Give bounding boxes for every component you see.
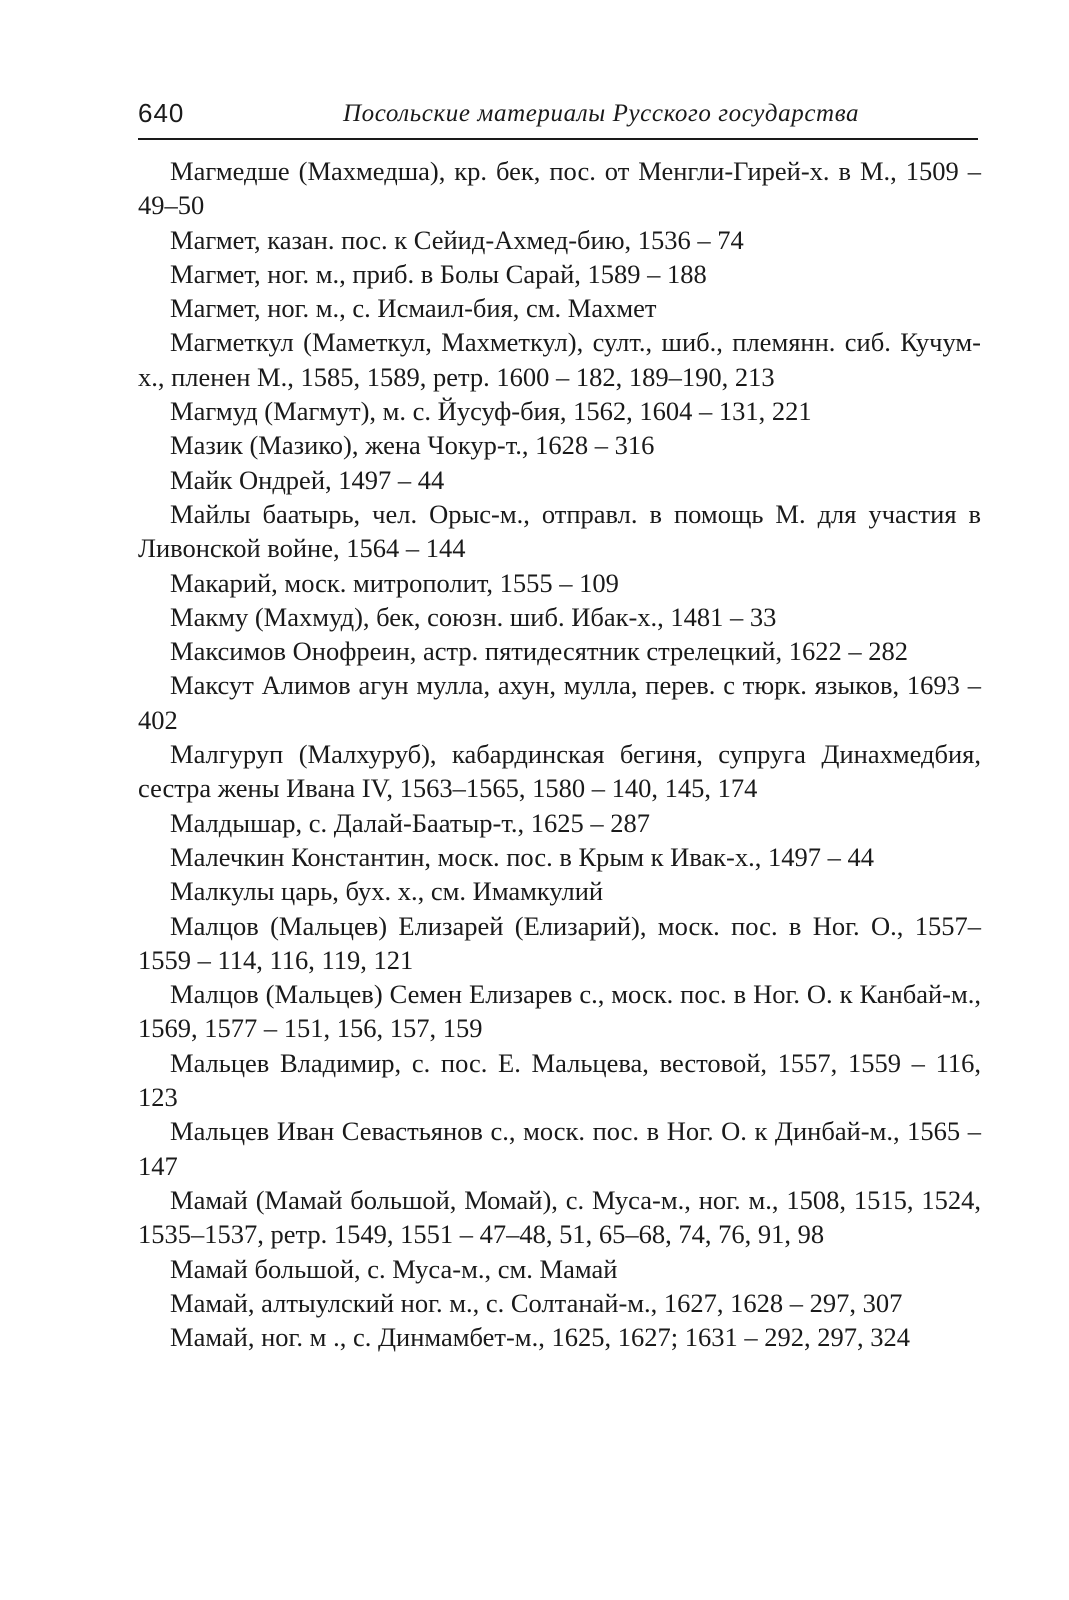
index-entry: Мальцев Иван Севастьянов с., моск. пос. в Ног. О. к Динбай-м., 1565 – 147 — [138, 1116, 981, 1181]
index-entry: Мамай, ног. м ., с. Динмамбет-м., 1625, 1627; 1631 – 292, 297, 324 — [170, 1322, 910, 1353]
index-entry: Малдышар, с. Далай-Баатыр-т., 1625 – 287 — [170, 807, 651, 838]
index-entry: Магмет, ног. м., приб. в Болы Сарай, 1589 – 188 — [170, 258, 707, 289]
page-header — [138, 98, 978, 138]
index-entry: Макарий, моск. митрополит, 1555 – 109 — [170, 567, 619, 598]
page-number: 640 — [138, 98, 185, 128]
index-entry: Максут Алимов агун мулла, ахун, мулла, перев. с тюрк. языков, 1693 – 402 — [138, 670, 981, 735]
index-entry: Магмуд (Магмут), м. с. Йусуф-бия, 1562, 1604 – 131, 221 — [170, 396, 812, 427]
index-entry: Малцов (Мальцев) Семен Елизарев с., моск. пос. в Ног. О. к Канбай-м., 1569, 1577 – 151, 156, 157, 159 — [138, 979, 981, 1044]
index-entry: Мамай (Мамай большой, Момай), с. Муса-м., ног. м., 1508, 1515, 1524, 1535–1537, ретр. 1549, 1551 – 47–48, 51, 65–68, 74, 76, 91, 98 — [138, 1184, 981, 1250]
header-divider — [138, 138, 978, 140]
index-entry: Мальцев Владимир, с. пос. Е. Мальцева, вестовой, 1557, 1559 – 116, 123 — [138, 1047, 981, 1113]
index-entry: Магметкул (Маметкул, Махметкул), султ., шиб., племянн. сиб. Кучум-х., пленен М., 1585, 1589, ретр. 1600 – 182, 189–190, 213 — [138, 327, 981, 392]
index-entry: Мазик (Мазико), жена Чокур-т., 1628 – 316 — [170, 430, 655, 461]
index-entry: Малкулы царь, бух. х., см. Имамкулий — [170, 876, 604, 907]
index-entries — [138, 154, 981, 1354]
index-entry: Майлы баатырь, чел. Орыс-м., отправл. в помощь М. для участия в Ливонской войне, 1564 – 144 — [138, 498, 981, 564]
index-entry: Малгуруп (Малхуруб), кабардинская бегиня, супруга Динахмедбия, сестра жены Ивана IV, 1563–1565, 1580 – 140, 145, 174 — [138, 739, 981, 804]
running-title: Посольские материалы Русского государства — [343, 100, 860, 127]
index-entry: Майк Ондрей, 1497 – 44 — [170, 464, 445, 495]
index-entry: Мамай, алтыулский ног. м., с. Солтанай-м., 1627, 1628 – 297, 307 — [170, 1287, 903, 1318]
index-entry: Магмет, ног. м., с. Исмаил-бия, см. Махмет — [170, 293, 657, 324]
index-entry: Макму (Махмуд), бек, союзн. шиб. Ибак-х., 1481 – 33 — [170, 601, 777, 632]
index-entry: Магмет, казан. пос. к Сейид-Ахмед-бию, 1536 – 74 — [170, 224, 744, 255]
index-entry: Малечкин Константин, моск. пос. в Крым к Ивак-х., 1497 – 44 — [170, 841, 874, 872]
index-entry: Мамай большой, с. Муса-м., см. Мамай — [170, 1253, 618, 1284]
index-entry: Магмедше (Махмедша), кр. бек, пос. от Менгли-Гирей-х. в М., 1509 – 49–50 — [138, 156, 981, 221]
index-entry: Малцов (Мальцев) Елизарей (Елизарий), моск. пос. в Ног. О., 1557–1559 – 114, 116, 119, 121 — [138, 910, 981, 975]
index-entry: Максимов Онофреин, астр. пятидесятник стрелецкий, 1622 – 282 — [170, 636, 908, 667]
